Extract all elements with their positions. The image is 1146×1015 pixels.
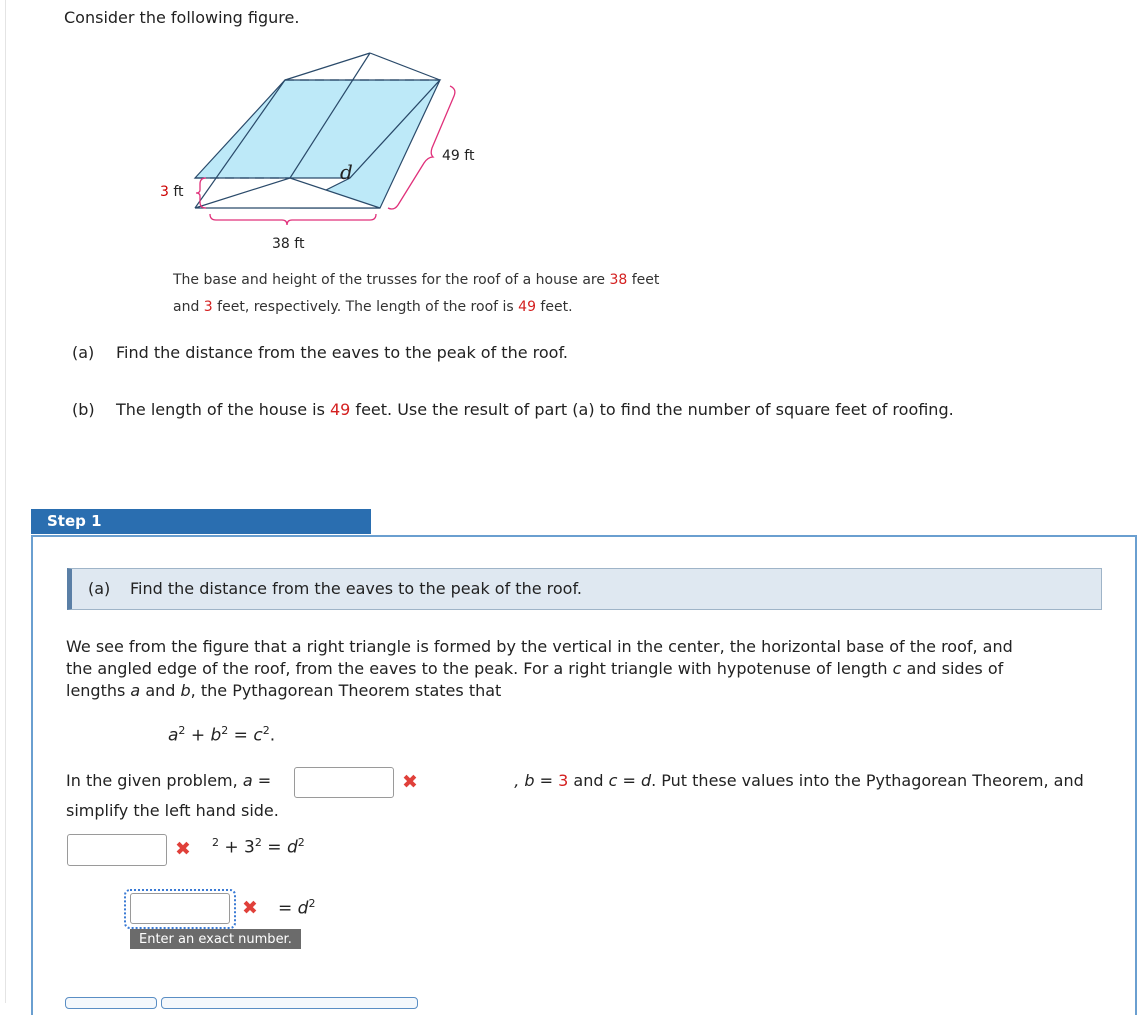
question-a: (a) Find the distance from the eaves to the peak of the roof. — [72, 343, 568, 362]
a-squared-input[interactable] — [67, 834, 167, 866]
figure-description: The base and height of the trusses for the roof of a house are 38 feet and 3 feet, respectively. The length of the roof is 49 feet. — [173, 272, 660, 315]
equation-row-1: $^2 + 3^2 = d^2$ — [212, 836, 305, 858]
question-b: (b) The length of the house is 49 feet. Use the result of part (a) to find the number of square feet of roofing. — [72, 400, 954, 419]
given-values-line: In the given problem, a = , b = 3 and c = d. Put these values into the Pythagorean Theorem, and — [66, 771, 1084, 790]
explanation-paragraph: We see from the figure that a right triangle is formed by the vertical in the center, the horizontal base of the roof, and the angled edge of the roof, from the eaves to the peak. For a right triangle with hypotenuse of length c and sides of lengths a and b, the Pythagorean Theorem states that — [66, 637, 1013, 700]
roof-figure — [140, 44, 500, 264]
label-height: 3 ft — [160, 184, 184, 200]
step-question-box: (a) Find the distance from the eaves to the peak of the roof. — [67, 568, 1102, 610]
base-brace — [210, 214, 376, 225]
label-length: 49 ft — [442, 148, 475, 164]
a-value-input[interactable] — [294, 767, 394, 798]
sum-input[interactable] — [130, 893, 230, 924]
pythagorean-equation: $a^2 + b^2 = c^2$. — [168, 724, 276, 746]
label-base: 38 ft — [272, 236, 305, 252]
simplify-instruction: simplify the left hand side. — [66, 801, 279, 820]
equation-row-2: = $d^2$ — [278, 897, 316, 919]
left-frame-border — [5, 0, 6, 1003]
label-d: d — [340, 160, 353, 184]
input-tooltip: Enter an exact number. — [130, 929, 301, 949]
incorrect-x-icon: ✖ — [242, 897, 258, 919]
incorrect-x-icon: ✖ — [175, 838, 191, 860]
step-tab: Step 1 — [31, 509, 371, 534]
incorrect-x-icon: ✖ — [402, 771, 418, 793]
intro-text: Consider the following figure. — [64, 8, 300, 27]
bottom-button-1[interactable] — [65, 997, 157, 1009]
bottom-button-2[interactable] — [161, 997, 418, 1009]
